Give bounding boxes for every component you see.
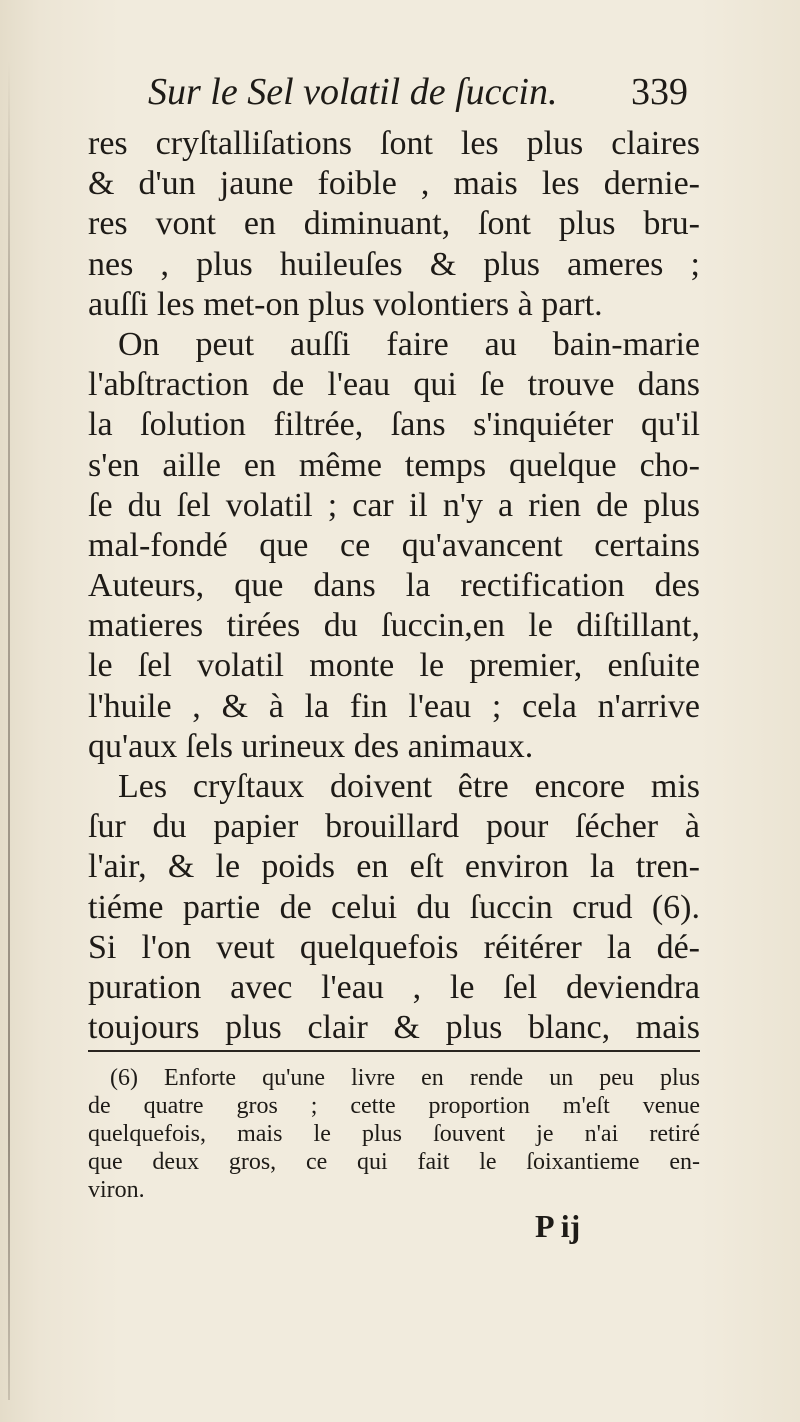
text-line: s'en aille en même temps quelque cho- xyxy=(88,446,700,484)
text-line: puration avec l'eau , le ſel deviendra xyxy=(88,968,700,1006)
text-line: toujours plus clair & plus blanc, mais xyxy=(88,1009,700,1047)
footnote xyxy=(88,1064,700,1204)
footnote-line: que deux gros, ce qui fait le ſoixantieme en- xyxy=(88,1149,700,1175)
text-line: Auteurs, que dans la rectification des xyxy=(88,567,700,605)
text-line: ſe du ſel volatil ; car il n'y a rien de plus xyxy=(88,486,700,524)
text-line: l'air, & le poids en eſt environ la tren- xyxy=(88,848,700,886)
text-line: l'huile , & à la fin l'eau ; cela n'arrive xyxy=(88,687,700,725)
text-line: res vont en diminuant, ſont plus bru- xyxy=(88,205,700,243)
text-line: mal-fondé que ce qu'avancent certains xyxy=(88,526,700,564)
footnote-rule xyxy=(88,1050,700,1052)
footnote-line: de quatre gros ; cette proportion m'eſt venue xyxy=(88,1093,700,1119)
binding-gutter xyxy=(8,60,10,1400)
text-line: res cryſtalliſations ſont les plus claires xyxy=(88,125,700,162)
text-line: ſur du papier brouillard pour ſécher à xyxy=(88,808,700,846)
text-line: l'abſtraction de l'eau qui ſe trouve dans xyxy=(88,366,700,404)
text-line: qu'aux ſels urineux des animaux. xyxy=(88,727,534,765)
text-line: le ſel volatil monte le premier, enſuite xyxy=(88,647,700,685)
signature-mark: P ij xyxy=(535,1208,581,1244)
text-line: la ſolution filtrée, ſans s'inquiéter qu'il xyxy=(88,406,700,444)
running-head-title: Sur le Sel volatil de ſuccin. xyxy=(148,71,558,113)
running-head xyxy=(148,70,688,120)
footnote-line: (6) Enforte qu'une livre en rende un peu plus xyxy=(110,1065,700,1091)
text-line: & d'un jaune foible , mais les dernie- xyxy=(88,165,700,203)
footnote-line: viron. xyxy=(88,1177,145,1203)
text-line: auſſi les met-on plus volontiers à part. xyxy=(88,285,603,323)
page-number: 339 xyxy=(631,71,688,113)
footnote-line: quelquefois, mais le plus ſouvent je n'ai retiré xyxy=(88,1121,700,1147)
text-line: On peut auſſi faire au bain-marie xyxy=(118,325,700,363)
text-line: matieres tirées du ſuccin,en le diſtillant, xyxy=(88,607,700,645)
text-line: tiéme partie de celui du ſuccin crud (6). xyxy=(88,888,700,926)
body-text xyxy=(88,124,700,1048)
text-line: Si l'on veut quelquefois réitérer la dé- xyxy=(88,928,700,966)
text-line: nes , plus huileuſes & plus ameres ; xyxy=(88,245,700,283)
text-line: Les cryſtaux doivent être encore mis xyxy=(118,768,700,805)
